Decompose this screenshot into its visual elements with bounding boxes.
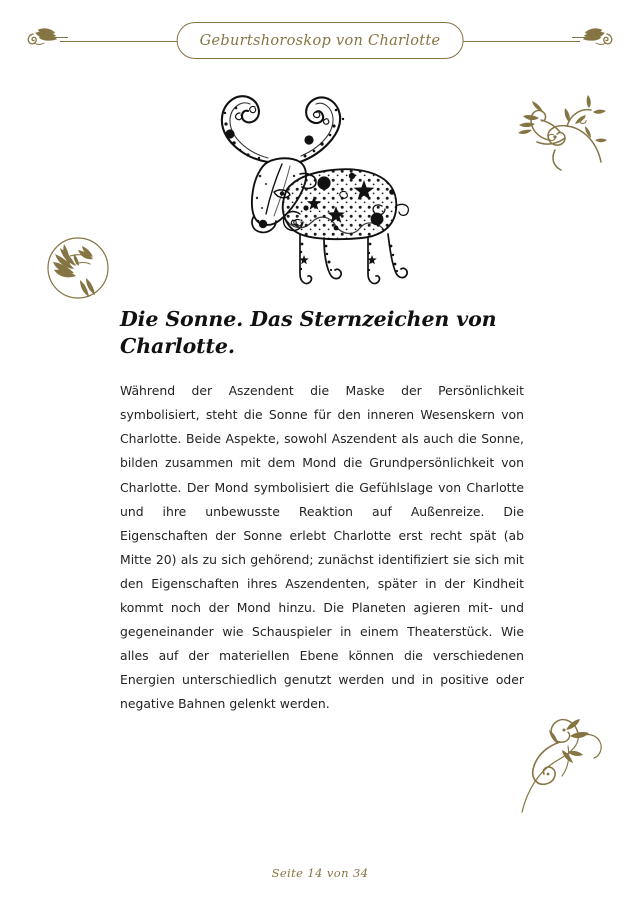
- main-content: [120, 306, 524, 716]
- leaf-flourish-icon: [572, 24, 616, 58]
- document-title: Geburtshoroskop von Charlotte: [199, 33, 441, 49]
- page-header: [0, 20, 640, 64]
- floral-vine-flourish-icon: [505, 88, 610, 174]
- curling-vine-bud-icon: [514, 706, 614, 814]
- leaf-flourish-icon: [24, 24, 68, 58]
- page-number-label: Seite 14 von 34: [271, 866, 369, 880]
- aries-ram-illustration: [196, 88, 412, 293]
- document-title-pill: [177, 22, 464, 59]
- page-footer: [0, 862, 640, 881]
- body-paragraph: Während der Aszendent die Maske der Persönlichkeit symbolisiert, steht die Sonne für den inneren Wesenskern von Charlotte. Beide Aspekte, sowohl Aszendent als auch die Sonne, bilden zusammen mit dem Mond die Grundpersönlichkeit von Charlotte. Der Mond symbolisiert die Gefühlslage von Charlotte und ihre unbewusste Reaktion auf Außenreize. Die Eigenschaften der Sonne erlebt Charlotte erst recht spät (ab Mitte 20) als zu sich gehörend; zunächst identifiziert sie sich mit den Eigenschaften ihres Aszendenten, später in der Kindheit kommt noch der Mond hinzu. Die Planeten agieren mit- und gegeneinander wie Schauspieler in einem Theaterstück. Wie alles auf der materiellen Ebene können die verschiedenen Energien unterschiedlich genutzt werden und in positive oder negative Bahnen gelenkt werden.: [120, 383, 524, 712]
- leaf-circle-ornament-icon: [40, 228, 114, 306]
- page-title: Die Sonne. Das Sternzeichen von Charlotte.: [120, 307, 497, 358]
